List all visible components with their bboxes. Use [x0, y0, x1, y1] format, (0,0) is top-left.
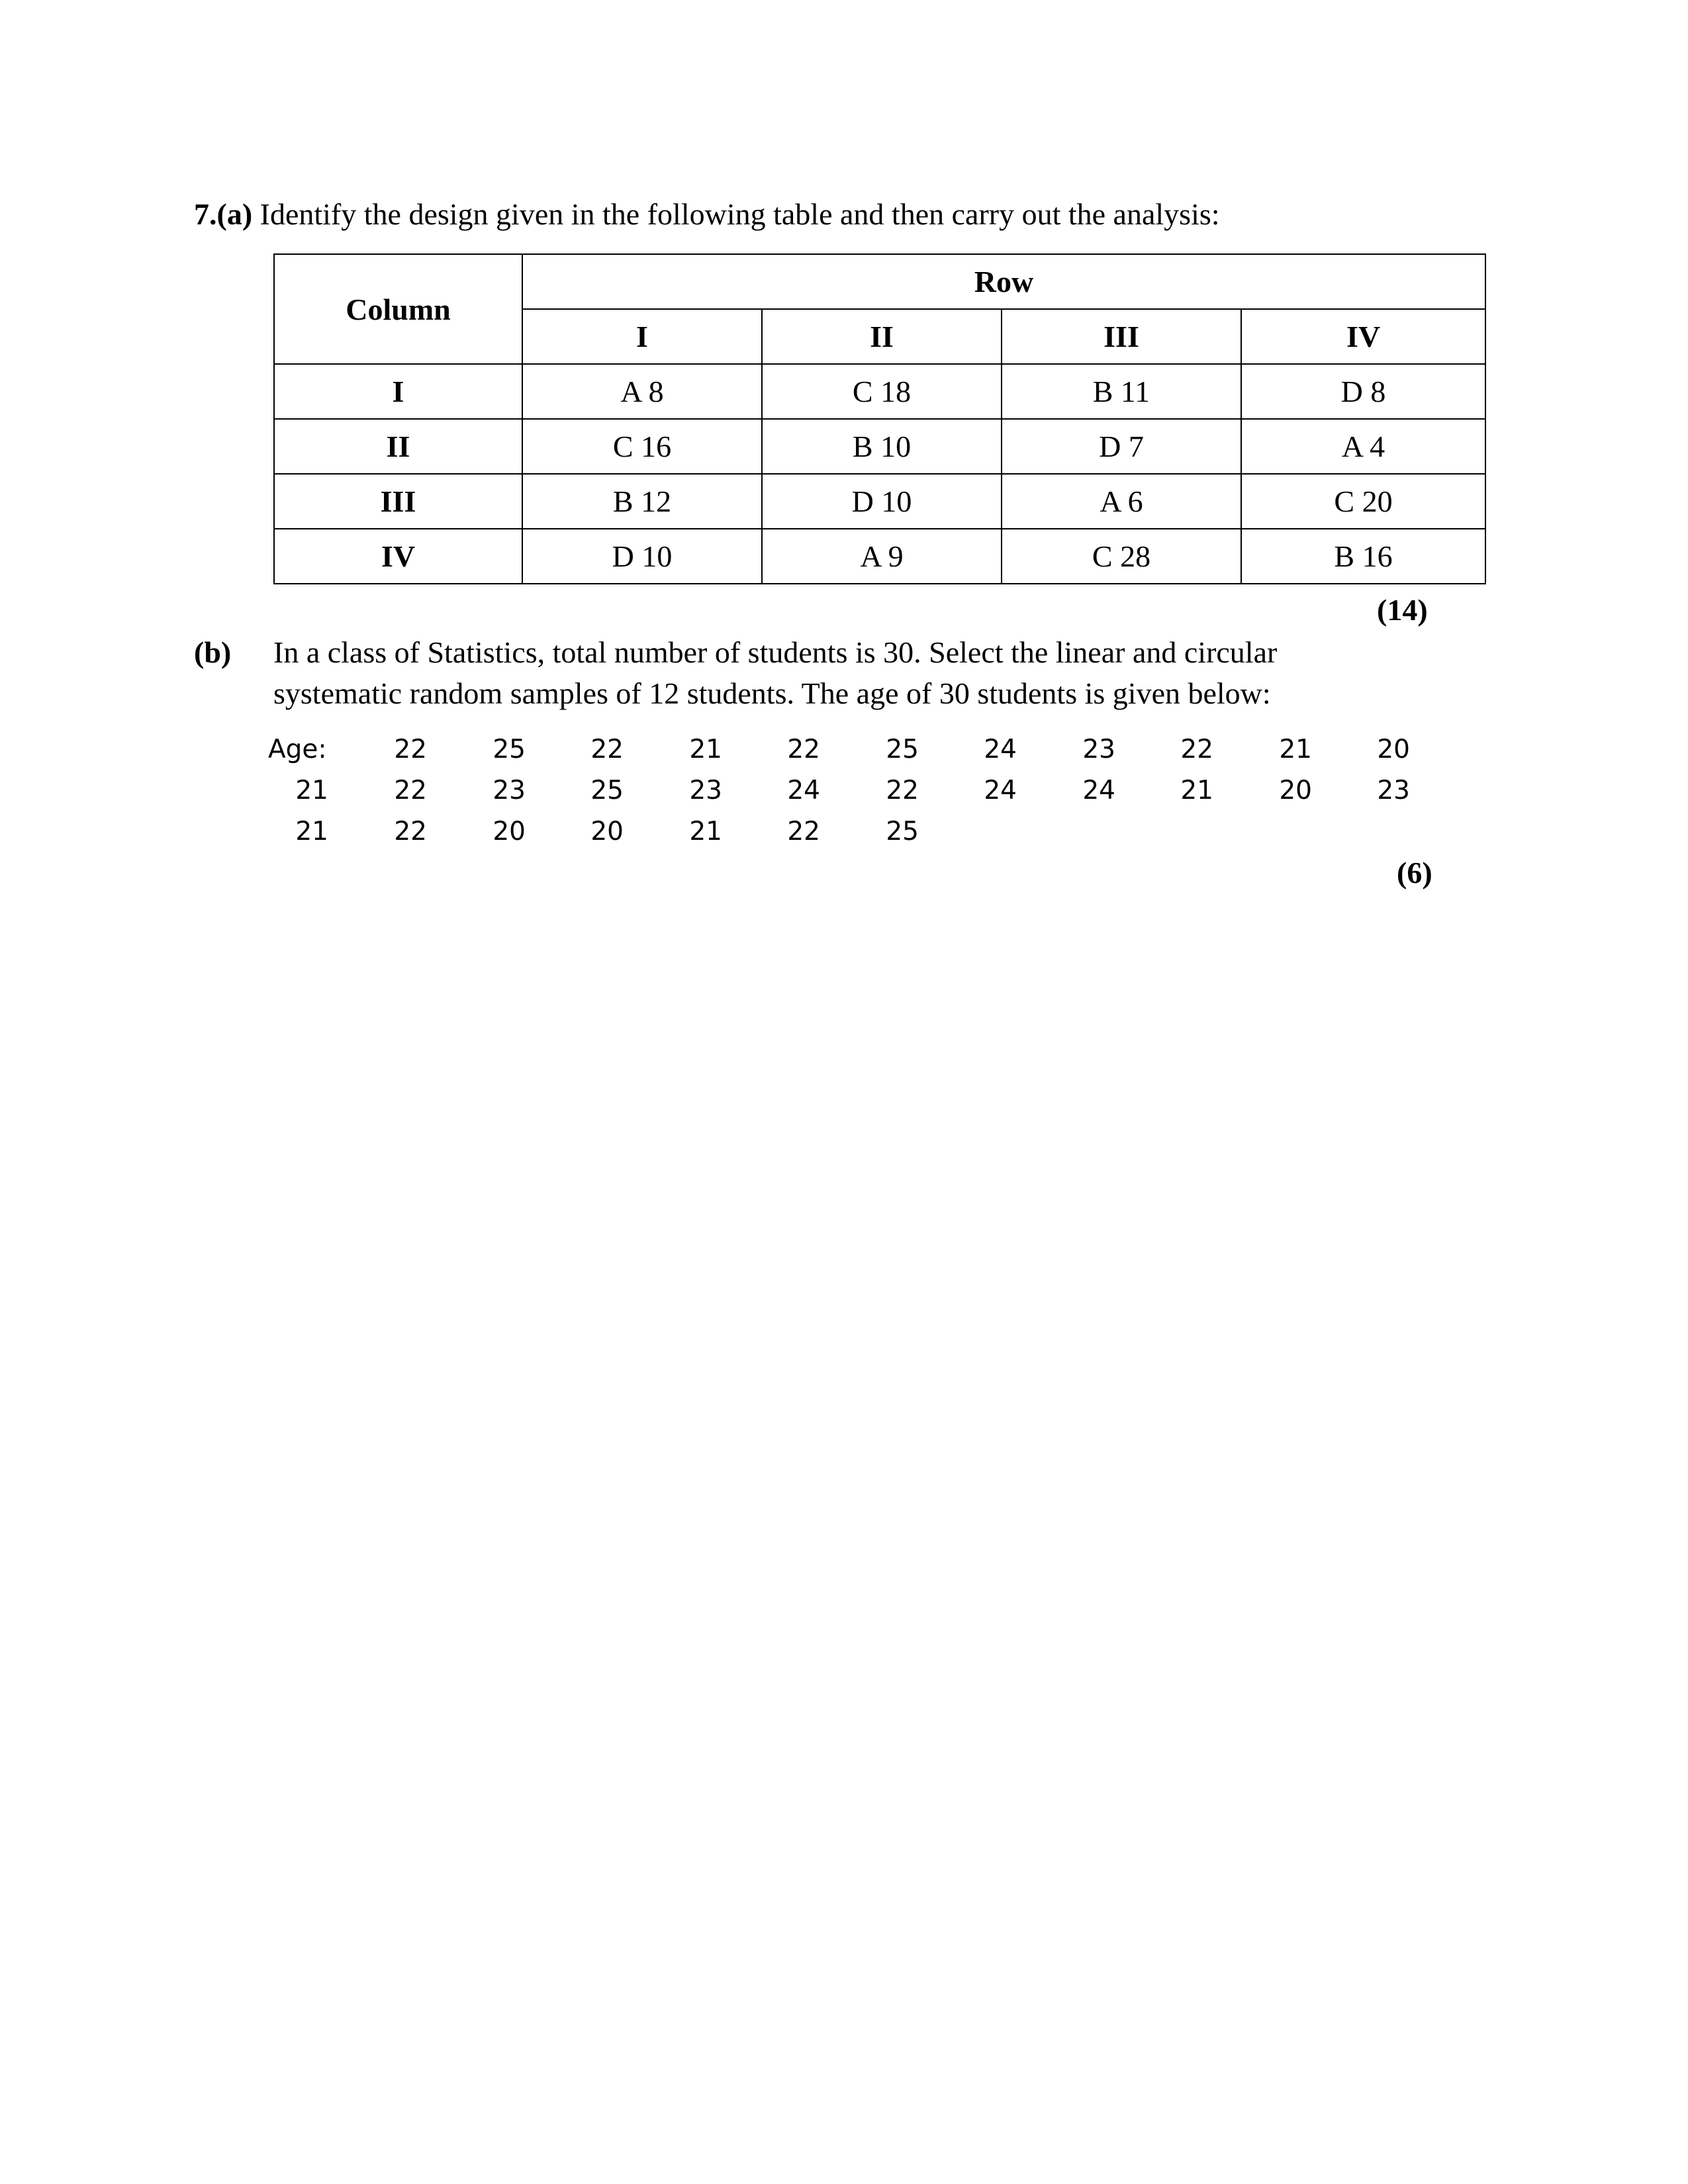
table-cell: A 4 — [1241, 419, 1485, 474]
age-value: 20 — [590, 817, 624, 846]
question-b-line: systematic random samples of 12 students. The age of 30 students is given below: — [273, 676, 1271, 710]
question-a — [194, 195, 1220, 234]
table-row — [274, 529, 1485, 584]
latin-square-table — [273, 253, 1486, 584]
table-cell: C 20 — [1241, 474, 1485, 529]
age-value: 25 — [886, 735, 919, 764]
question-a-number: 7.(a) — [194, 197, 253, 231]
row-label: I — [274, 364, 522, 419]
row-label: III — [274, 474, 522, 529]
age-label: Age: — [268, 735, 327, 764]
row-label: II — [274, 419, 522, 474]
table-cell: B 11 — [1002, 364, 1241, 419]
row-header: Row — [522, 254, 1485, 309]
age-value: 22 — [394, 735, 427, 764]
question-b-label: (b) — [194, 635, 232, 669]
table-cell: C 18 — [762, 364, 1002, 419]
question-a-text: Identify the design given in the following table and then carry out the analysis: — [259, 197, 1220, 231]
table-cell: B 16 — [1241, 529, 1485, 584]
age-value: 23 — [689, 776, 722, 805]
col-label: III — [1002, 309, 1241, 364]
age-value: 21 — [295, 776, 328, 805]
age-value: 23 — [1082, 735, 1115, 764]
col-label: IV — [1241, 309, 1485, 364]
age-value: 22 — [394, 817, 427, 846]
age-value: 23 — [1377, 776, 1410, 805]
age-value: 24 — [1082, 776, 1115, 805]
marks-a: (14) — [1377, 593, 1428, 627]
table-cell: B 12 — [522, 474, 762, 529]
age-value: 22 — [394, 776, 427, 805]
question-b-line: In a class of Statistics, total number of students is 30. Select the linear and circular — [273, 635, 1278, 669]
table-cell: D 10 — [522, 529, 762, 584]
age-value: 22 — [787, 735, 820, 764]
col-label: I — [522, 309, 762, 364]
age-value: 24 — [787, 776, 820, 805]
age-value: 25 — [590, 776, 624, 805]
age-value: 23 — [492, 776, 526, 805]
table-cell: C 28 — [1002, 529, 1241, 584]
table-row — [274, 419, 1485, 474]
table-cell: C 16 — [522, 419, 762, 474]
age-value: 24 — [984, 776, 1017, 805]
table-cell: A 9 — [762, 529, 1002, 584]
age-value: 24 — [984, 735, 1017, 764]
column-header: Column — [274, 254, 522, 364]
table-cell: D 7 — [1002, 419, 1241, 474]
age-value: 22 — [787, 817, 820, 846]
question-b-text — [273, 632, 1399, 714]
table-cell: A 8 — [522, 364, 762, 419]
age-value: 20 — [1377, 735, 1410, 764]
table-cell: D 10 — [762, 474, 1002, 529]
marks-b: (6) — [1397, 856, 1432, 889]
age-value: 22 — [590, 735, 624, 764]
age-value: 20 — [492, 817, 526, 846]
age-value: 21 — [1180, 776, 1213, 805]
row-label: IV — [274, 529, 522, 584]
col-label: II — [762, 309, 1002, 364]
table-cell: D 8 — [1241, 364, 1485, 419]
age-value: 21 — [295, 817, 328, 846]
age-value: 22 — [1180, 735, 1213, 764]
table-cell: B 10 — [762, 419, 1002, 474]
table-row — [274, 364, 1485, 419]
age-value: 21 — [689, 817, 722, 846]
age-value: 22 — [886, 776, 919, 805]
table-row — [274, 474, 1485, 529]
table-cell: A 6 — [1002, 474, 1241, 529]
age-value: 25 — [886, 817, 919, 846]
age-value: 25 — [492, 735, 526, 764]
age-value: 21 — [689, 735, 722, 764]
age-value: 21 — [1279, 735, 1312, 764]
age-value: 20 — [1279, 776, 1312, 805]
